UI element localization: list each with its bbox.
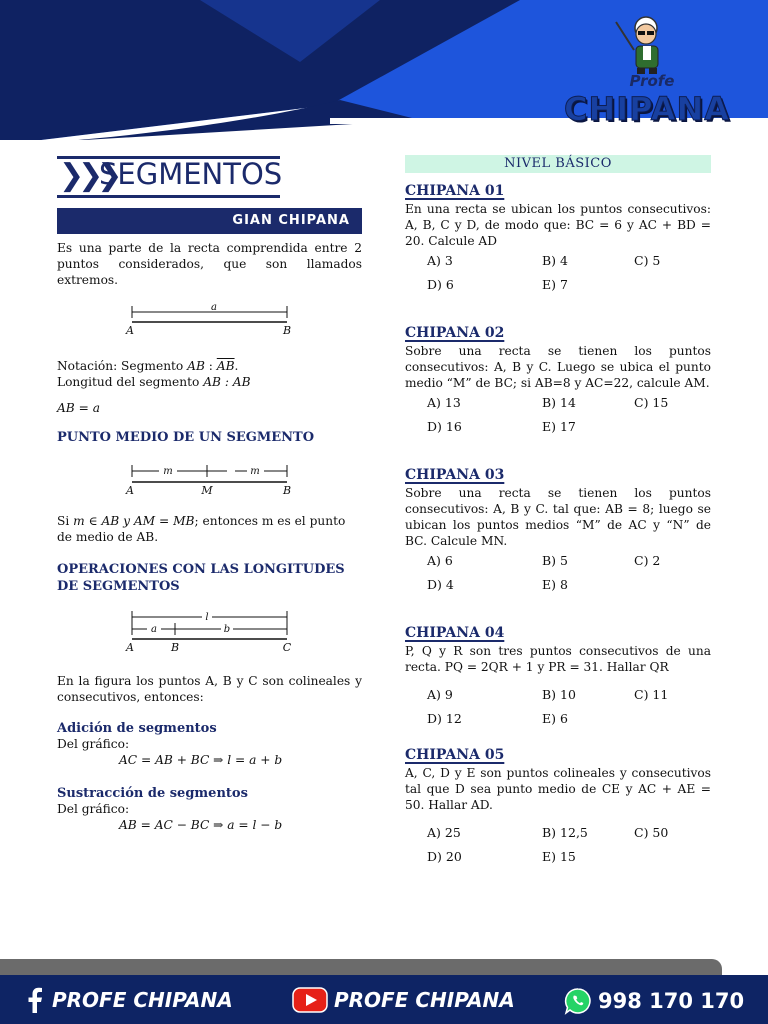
- answer-option[interactable]: E) 17: [542, 419, 576, 434]
- options-row: [405, 249, 711, 273]
- answer-option[interactable]: E) 7: [542, 277, 568, 292]
- addition-formula: AC = AB + BC ⇒ l = a + b: [119, 753, 283, 767]
- page-title: SEGMENTOS: [99, 157, 283, 191]
- fig1-a: a: [211, 302, 217, 313]
- answer-option[interactable]: C) 50: [634, 825, 669, 840]
- options-row: [405, 683, 711, 707]
- title-line-bottom: [57, 195, 280, 198]
- fig3-l: l: [205, 612, 209, 623]
- answer-option[interactable]: D) 16: [427, 419, 462, 434]
- answer-option[interactable]: A) 13: [427, 395, 461, 410]
- length-text: Longitud del segmento AB : AB: [57, 375, 251, 389]
- subtraction-from: Del gráfico:: [57, 802, 130, 816]
- options-row: [405, 549, 711, 573]
- facebook-icon: [24, 987, 46, 1013]
- answer-option[interactable]: B) 12,5: [542, 825, 588, 840]
- options-row: [405, 273, 711, 299]
- addition-from: Del gráfico:: [57, 737, 130, 751]
- answer-option[interactable]: E) 8: [542, 577, 568, 592]
- problem-block: [405, 625, 711, 733]
- chevrons-icon: ❯❯❯: [59, 158, 117, 193]
- problem-block: [405, 467, 711, 599]
- youtube-label: PROFE CHIPANA: [334, 988, 515, 1012]
- whatsapp-icon: [564, 987, 592, 1015]
- answer-option[interactable]: B) 4: [542, 253, 568, 268]
- answer-option[interactable]: D) 20: [427, 849, 462, 864]
- problem-heading: CHIPANA 05: [405, 747, 505, 763]
- fig3-B: B: [170, 641, 180, 654]
- answer-option[interactable]: A) 3: [427, 253, 453, 268]
- whatsapp-link[interactable]: [564, 987, 744, 1015]
- fig2-m1: m: [163, 466, 173, 477]
- mascot-icon: [612, 14, 672, 76]
- fig2-m2: m: [250, 466, 260, 477]
- answer-option[interactable]: D) 6: [427, 277, 454, 292]
- answer-option[interactable]: B) 14: [542, 395, 576, 410]
- formula-ab: AB = a: [57, 401, 100, 415]
- problem-statement: A, C, D y E son puntos colineales y consecutivos tal que D sea punto medio de CE y AC + AE = 50. Hallar AD.: [405, 766, 711, 812]
- brand-small: Profe: [629, 72, 675, 90]
- operations-title: OPERACIONES CON LAS LONGITUDES DE SEGMENTOS: [57, 562, 345, 594]
- answer-option[interactable]: C) 15: [634, 395, 669, 410]
- operations-text: En la figura los puntos A, B y C son colineales y consecutivos, entonces:: [57, 674, 362, 704]
- problem-statement: En una recta se ubican los puntos consecutivos: A, B, C y D, de modo que: BC = 6 y AC + BD = 20. Calcule AD: [405, 202, 711, 248]
- problem-heading: CHIPANA 03: [405, 467, 505, 483]
- left-column: [57, 150, 362, 833]
- fig2-B: B: [282, 484, 292, 497]
- answer-option[interactable]: B) 10: [542, 687, 576, 702]
- intro-text: Es una parte de la recta comprendida entre 2 puntos considerados, que son llamados extremos.: [57, 241, 362, 287]
- addition-title: Adición de segmentos: [57, 721, 217, 736]
- right-column: [405, 155, 711, 871]
- problem-statement: Sobre una recta se tienen los puntos consecutivos: A, B y C. Luego se ubica el punto medio “M” de BC; si AB=8 y AC=22, calcule AM.: [405, 344, 711, 390]
- fig3-b: b: [223, 624, 231, 635]
- options-row: [405, 821, 711, 845]
- midpoint-title: PUNTO MEDIO DE UN SEGMENTO: [57, 430, 315, 445]
- fig1-A: A: [126, 324, 134, 336]
- brand-logo: [564, 72, 730, 128]
- subtraction-title: Sustracción de segmentos: [57, 786, 248, 801]
- answer-option[interactable]: D) 4: [427, 577, 454, 592]
- options-row: [405, 845, 711, 871]
- problem-statement: Sobre una recta se tienen los puntos consecutivos: A, B y C. tal que: AB = 8; luego se ubican los puntos medios “M” de AC y “N” de BC. Calcule MN.: [405, 486, 711, 548]
- page-header: [0, 0, 768, 145]
- midpoint-text: Si m ∈ AB y AM = MB; entonces m es el punto de medio de AB.: [57, 514, 346, 544]
- answer-option[interactable]: E) 6: [542, 711, 568, 726]
- answer-option[interactable]: D) 12: [427, 711, 462, 726]
- midpoint-figure: [57, 455, 362, 497]
- notation-text: Notación: Segmento AB : $\overline{AB}$.: [57, 359, 239, 373]
- problem-block: [405, 325, 711, 441]
- problem-heading: CHIPANA 01: [405, 183, 505, 199]
- fig3-a: a: [151, 624, 157, 635]
- answer-option[interactable]: A) 25: [427, 825, 461, 840]
- answer-option[interactable]: A) 6: [427, 553, 453, 568]
- facebook-label: PROFE CHIPANA: [52, 988, 233, 1012]
- fig2-M: M: [201, 484, 213, 497]
- footer-gray-bar: [0, 959, 722, 975]
- answer-option[interactable]: E) 15: [542, 849, 576, 864]
- brand-name: CHIPANA: [564, 90, 730, 128]
- whatsapp-number: 998 170 170: [598, 989, 745, 1013]
- title-block: [57, 150, 362, 202]
- answer-option[interactable]: C) 5: [634, 253, 661, 268]
- fig2-A: A: [126, 484, 134, 497]
- options-row: [405, 707, 711, 733]
- problem-list: [405, 183, 711, 871]
- page-footer: [0, 955, 768, 1024]
- answer-option[interactable]: C) 2: [634, 553, 661, 568]
- problem-heading: CHIPANA 04: [405, 625, 505, 641]
- level-banner: NIVEL BÁSICO: [405, 155, 711, 173]
- youtube-icon: [292, 987, 328, 1013]
- subtraction-formula: AB = AC − BC ⇒ a = l − b: [119, 818, 283, 832]
- fig3-C: C: [282, 641, 292, 654]
- answer-option[interactable]: B) 5: [542, 553, 568, 568]
- answer-option[interactable]: A) 9: [427, 687, 453, 702]
- options-row: [405, 573, 711, 599]
- fig1-B: B: [282, 324, 292, 336]
- options-row: [405, 391, 711, 415]
- options-row: [405, 415, 711, 441]
- fig3-A: A: [126, 641, 134, 654]
- youtube-link[interactable]: [292, 987, 515, 1013]
- problem-block: [405, 183, 711, 299]
- problem-statement: P, Q y R son tres puntos consecutivos de una recta. PQ = 2QR + 1 y PR = 31. Hallar QR: [405, 644, 711, 674]
- segment-figure: [57, 296, 362, 336]
- answer-option[interactable]: C) 11: [634, 687, 669, 702]
- problem-block: [405, 747, 711, 871]
- author-bar: GIAN CHIPANA: [57, 208, 362, 234]
- problem-heading: CHIPANA 02: [405, 325, 505, 341]
- facebook-link[interactable]: [24, 987, 233, 1013]
- operations-figure: [57, 607, 362, 655]
